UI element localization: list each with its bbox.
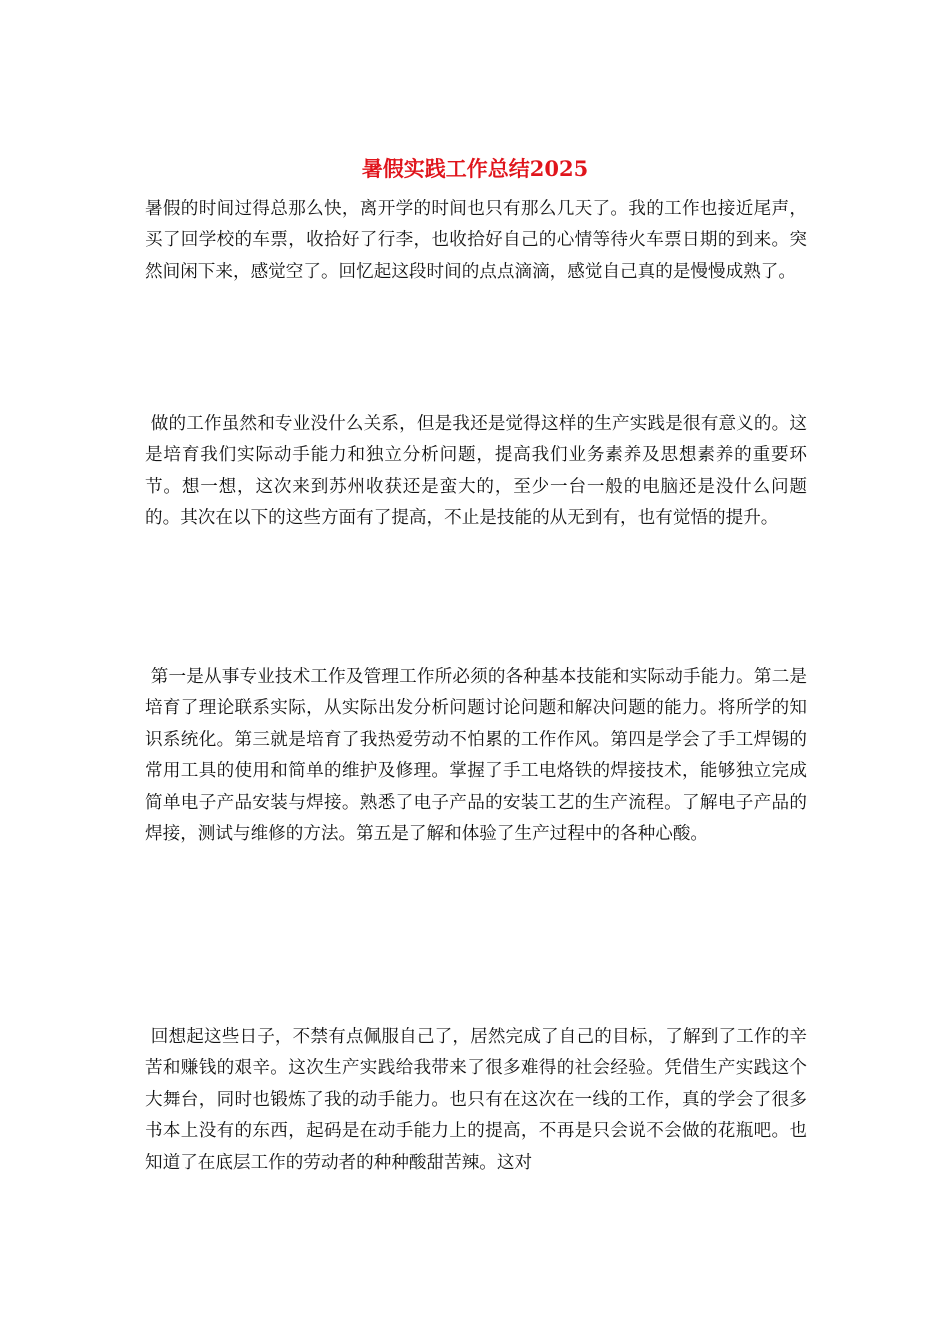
paragraph-3: 第一是从事专业技术工作及管理工作所必须的各种基本技能和实际动手能力。第二是培育了理论联系实际，从实际出发分析问题讨论问题和解决问题的能力。将所学的知识系统化。第三就是培育了我热爱劳动不怕累的工作作风。第四是学会了手工焊锡的常用工具的使用和简单的维护及修理。掌握了手工电烙铁的焊接技术，能够独立完成简单电子产品安装与焊接。熟悉了电子产品的安装工艺的生产流程。了解电子产品的焊接，测试与维修的方法。第五是了解和体验了生产过程中的各种心酸。: [145, 667, 807, 845]
paragraph-2: 做的工作虽然和专业没什么关系，但是我还是觉得这样的生产实践是很有意义的。这是培育我们实际动手能力和独立分析问题，提高我们业务素养及思想素养的重要环节。想一想，这次来到苏州收获还是蛮大的，至少一台一般的电脑还是没什么问题的。其次在以下的这些方面有了提高，不止是技能的从无到有，也有觉悟的提升。: [145, 414, 807, 529]
paragraph-1: 暑假的时间过得总那么快，离开学的时间也只有那么几天了。我的工作也接近尾声，买了回学校的车票，收拾好了行李，也收拾好自己的心情等待火车票日期的到来。突然间闲下来，感觉空了。回忆起这段时间的点点滴滴，感觉自己真的是慢慢成熟了。: [145, 199, 807, 282]
document-title: 暑假实践工作总结2025: [361, 156, 589, 181]
paragraph-4: 回想起这些日子，不禁有点佩服自己了，居然完成了自己的目标，了解到了工作的辛苦和赚钱的艰辛。这次生产实践给我带来了很多难得的社会经验。凭借生产实践这个大舞台，同时也锻炼了我的动手能力。也只有在这次在一线的工作，真的学会了很多书本上没有的东西，起码是在动手能力上的提高，不再是只会说不会做的花瓶吧。也知道了在底层工作的劳动者的种种酸甜苦辣。这对: [145, 1027, 807, 1173]
